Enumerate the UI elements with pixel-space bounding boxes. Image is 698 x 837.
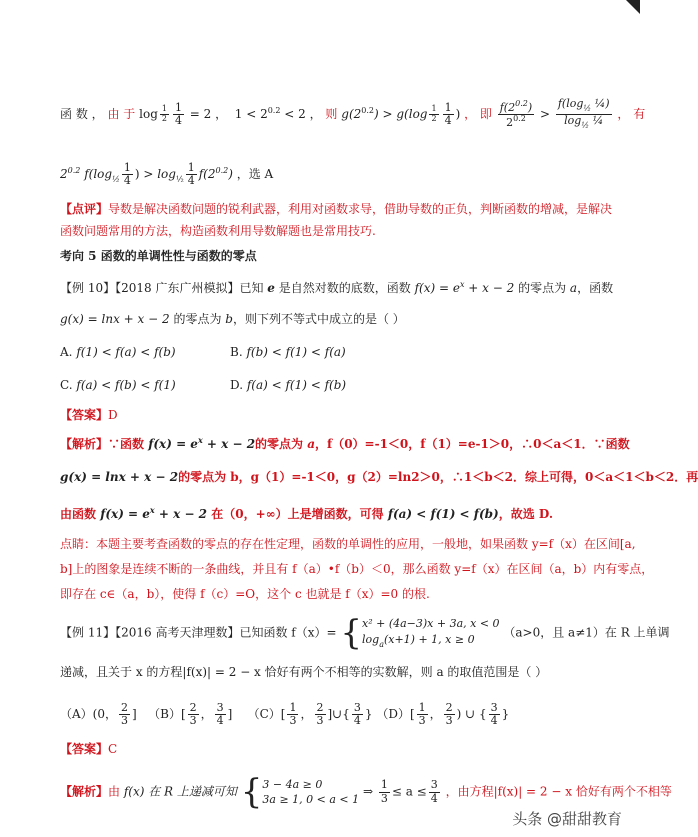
option-d[interactable]: （D）[ $\frac{1}{3}$ ， $\frac{2}{3}$ ) ∪ { $\frac{3}{4}$ } xyxy=(376,701,510,728)
ex10-options-row-2 xyxy=(60,378,600,394)
ex11-jiexi: 【解析】由 f(x) 在 R 上递减可知 { 3 − 4a ≥ 0 3a ≥ 1, 0 < a < 1 ⇒ $\frac{1}{3}$ ≤ a ≤ $\frac{3}{4}$ ，由方程|f(x)| = 2 − x 恰好有两个不相等 xyxy=(60,772,672,812)
ex10-jiexi-line-3: 由函数 $f(x) = e^x + x - 2$ 在（0，+∞）上是增函数，可得 f(a) < f(1) < f(b)，故选 D. xyxy=(60,505,554,521)
frac-quarter: $\frac{1}{4}$ xyxy=(174,100,182,127)
ex11-options xyxy=(60,702,600,727)
page-corner xyxy=(626,0,640,14)
ex10-line-2: g(x) = lnx + x − 2 的零点为 b，则下列不等式中成立的是（ ） xyxy=(60,312,405,326)
option-d[interactable]: D. f(a) < f(1) < f(b) xyxy=(230,378,347,392)
ex10-options-row-1 xyxy=(60,345,600,361)
intro-line-2: $2^{0.2}$ $f(\log_{\frac{1}{2}}$ $\frac{1}{4}$ ) > $\log_{\frac{1}{2}}$ $\frac{1}{4}$ $f(2^{0.2})$ ，选 A xyxy=(60,161,274,188)
option-b[interactable]: B. f(b) < f(1) < f(a) xyxy=(230,345,346,359)
section-title: 考向 5 函数的单调性性与函数的零点 xyxy=(60,249,257,263)
piecewise-cases: x² + (4a−3)x + 3a, x < 0 $\log_a(x+1) + 1$, x ≥ 0 xyxy=(362,617,500,649)
ex10-note-3: 即存在 c∈（a，b），使得 f（c）=O，这个 c 也就是 f（x）=0 的根. xyxy=(60,587,430,601)
watermark: 头条 @甜甜教育 xyxy=(512,810,622,828)
ex10-answer: 【答案】D xyxy=(60,408,118,422)
ex11-line-2: 递减，且关于 x 的方程|f(x)| = 2 − x 恰好有两个不相等的实数解，则 a 的取值范围是（ ） xyxy=(60,665,548,679)
frac-f2: $\frac{f(2^{0.2})}{2^{0.2}}$ xyxy=(499,98,533,129)
ex10-note-2: b]上的图象是连续不断的一条曲线，并且有 f（a）•f（b）＜0，那么函数 y=f（x）在区间（a，b）内有零点， xyxy=(60,562,654,576)
ex10-note-1: 点睛：本题主要考查函数的零点的存在性定理，函数的单调性的应用，一般地，如果函数 y=f（x）在区间[a, xyxy=(60,537,636,551)
ex10-line-1: 【例 10】【2018 广东广州模拟】已知 e 是自然对数的底数，函数 $f(x) = e^x + x - 2$ 的零点为 a，函数 xyxy=(60,280,614,295)
ex10-jiexi-line-2: g(x) = lnx + x − 2的零点为 b，g（1）=-1＜0，g（2）=ln2＞0，∴1＜b＜2．综上可得，0＜a＜1＜b＜2．再 xyxy=(60,470,698,484)
ex11-answer: 【答案】C xyxy=(60,742,118,756)
option-a[interactable]: （A）(0， $\frac{2}{3}$ ] xyxy=(60,701,137,728)
ex10-jiexi-line-1: 【解析】∵函数 $f(x) = e^x + x - 2$的零点为 a，f（0）=-1＜0，f（1）=e-1＞0，∴0＜a＜1．∵函数 xyxy=(60,435,630,451)
log-base: $\frac{1}{2}$ xyxy=(161,104,167,123)
option-c[interactable]: C. f(a) < f(b) < f(1) xyxy=(60,378,176,392)
ex11-line-1: 【例 11】【2016 高考天津理数】已知函数 f（x）= { x² + (4a−3)x + 3a, x < 0 $\log_a(x+1) + 1$, x ≥ 0 （a>0，且 a≠1）在 R 上单调 xyxy=(60,613,670,653)
frac-flog: $\frac{f(\log_{\frac{1}{2}} \frac{1}{4})}{\log_{\frac{1}{2}} \frac{1}{4}}$ xyxy=(557,97,610,130)
option-a[interactable]: A. f(1) < f(a) < f(b) xyxy=(60,345,176,359)
intro-line-1: 函 数 ， 由 于 log $\frac{1}{2}$ $\frac{1}{4}$ = 2 ， $1 < 2^{0.2} < 2$ ， 则 $g(2^{0.2}) > g(\log$ $\frac{1}{2}$ $\frac{1}{4}$ ) ， 即 $\frac{f(2^{0.2})}{2^{0.2}}$ > $\frac{f(\log_{\frac{1}{2}} \frac{1}{4})}{\log_{\frac{1}{2}} \frac{1}{4}}$ ， 有 xyxy=(60,97,646,130)
dianping-line-2: 函数问题常用的方法，构造函数利用导数解题也是常用技巧. xyxy=(60,224,376,238)
option-c[interactable]: （C）[ $\frac{1}{3}$ ， $\frac{2}{3}$ ]∪{ $\frac{3}{4}$ } xyxy=(247,701,373,728)
option-b[interactable]: （B）[ $\frac{2}{3}$ ， $\frac{3}{4}$ ] xyxy=(148,701,233,728)
dianping-line-1: 【点评】导数是解决函数问题的锐利武器，利用对函数求导，借助导数的正负，判断函数的增减，是解决 xyxy=(60,202,613,216)
